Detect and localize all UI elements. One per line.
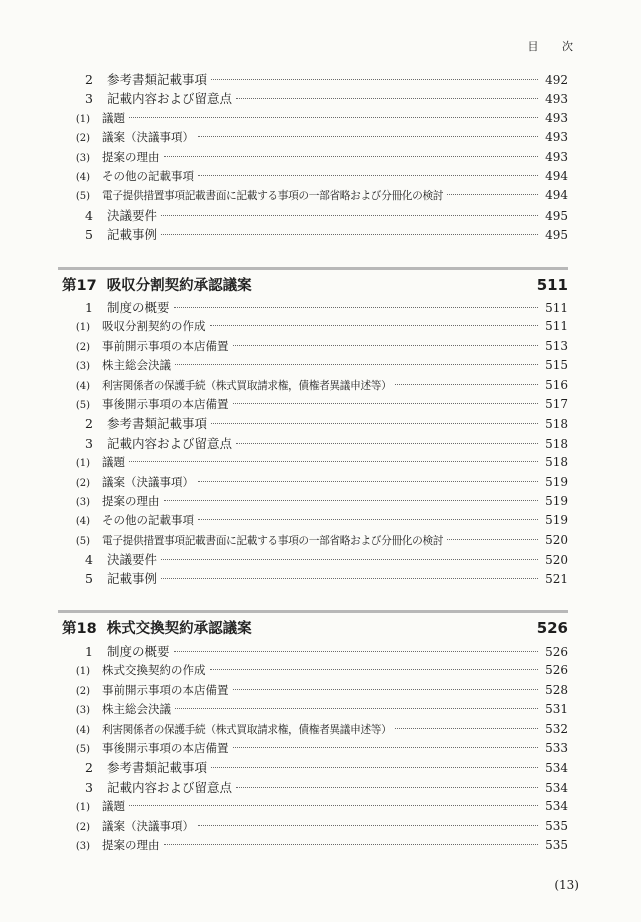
toc-entry-page: 526 <box>545 663 568 678</box>
toc-entry-label: 記載事例 <box>107 227 158 243</box>
toc-entry-number: (3) <box>75 496 90 508</box>
toc-entry-label: その他の記載事項 <box>102 168 194 183</box>
toc-entry-number: (4) <box>75 171 90 183</box>
toc-entry-label: 電子提供措置事項記載書面に記載する事項の一部省略および分冊化の検討 <box>102 189 444 203</box>
toc-entry-number: (5) <box>75 191 90 203</box>
toc-entry <box>60 128 568 147</box>
toc-entry-number: (2) <box>75 133 90 145</box>
toc-entry-page: 493 <box>545 110 568 125</box>
toc-entry <box>60 356 568 375</box>
toc-entry-label: 利害関係者の保護手続（株式買取請求権，債権者異議申述等） <box>102 722 392 736</box>
toc-entry-number: (1) <box>75 458 90 470</box>
toc-entry-page: 493 <box>545 92 568 107</box>
dot-leader <box>236 97 538 99</box>
toc-entry-number: 3 <box>85 779 93 795</box>
toc-entry-number: (1) <box>75 802 90 814</box>
toc-entry-label: 提案の理由 <box>102 149 160 164</box>
toc-entry-number: (2) <box>75 341 90 353</box>
toc-entry-page: 495 <box>545 208 568 223</box>
toc-entry-label: 決議要件 <box>107 207 158 223</box>
toc-entry-label: 事前開示事項の本店備置 <box>102 682 229 697</box>
toc-entry-page: 511 <box>545 301 568 315</box>
chapter-number: 第18 <box>62 621 97 637</box>
toc-entry <box>60 642 568 661</box>
toc-entry-number: (5) <box>75 535 90 547</box>
toc-entry <box>60 434 568 453</box>
dot-leader <box>161 233 538 235</box>
toc-entry-label: 事後開示事項の本店備置 <box>102 740 229 755</box>
toc-entry-page: 534 <box>545 799 568 814</box>
toc-entry-label: 決議要件 <box>107 552 158 568</box>
toc-entry-number: 1 <box>85 644 93 659</box>
toc-entry <box>60 317 568 336</box>
dot-leader <box>198 480 538 482</box>
toc-entry-label: 制度の概要 <box>107 300 170 315</box>
toc-entry-page: 519 <box>545 493 568 508</box>
chapter-title: 吸収分割契約承認議案 <box>106 278 252 294</box>
dot-leader <box>236 442 538 444</box>
toc-entry <box>60 720 568 739</box>
dot-leader <box>175 363 538 365</box>
toc-entry-page: 534 <box>545 761 568 776</box>
toc-entry-number: 2 <box>85 760 93 776</box>
toc-entry-page: 517 <box>545 396 568 411</box>
toc-entry-page: 494 <box>545 188 568 203</box>
toc-entry-label: 参考書類記載事項 <box>107 416 208 432</box>
toc-entry-page: 494 <box>545 168 568 183</box>
toc-entry <box>60 569 568 588</box>
toc-entry-label: 議案（決議事項） <box>102 130 194 145</box>
chapter-divider <box>58 610 568 613</box>
toc-entry-number: 3 <box>85 91 93 107</box>
page-folio: (13) <box>554 878 579 892</box>
toc-entry-number: (1) <box>75 113 90 125</box>
toc-entry-page: 521 <box>545 572 568 587</box>
dot-leader <box>236 786 538 788</box>
toc-entry <box>60 453 568 472</box>
dot-leader <box>233 344 539 346</box>
toc-entry-number: 1 <box>85 300 93 315</box>
toc-entry-number: (3) <box>75 361 90 373</box>
dot-leader <box>211 78 538 80</box>
toc-entry-page: 519 <box>545 513 568 528</box>
toc-entry-label: 参考書類記載事項 <box>107 760 208 776</box>
toc-chapter-18 <box>60 642 568 855</box>
toc-entry-label: 提案の理由 <box>102 493 160 508</box>
chapter-page: 526 <box>536 619 568 637</box>
toc-entry-page: 518 <box>545 417 568 432</box>
toc-entry-number: 5 <box>85 227 93 243</box>
dot-leader <box>161 577 538 579</box>
toc-entry-page: 520 <box>545 553 568 568</box>
toc-entry-number: (3) <box>75 840 90 852</box>
toc-entry-label: 議題 <box>102 455 125 470</box>
toc-entry <box>60 337 568 356</box>
toc-entry-label: 議案（決議事項） <box>102 474 194 489</box>
dot-leader <box>129 116 538 118</box>
chapter-title: 株式交換契約承認議案 <box>106 621 252 637</box>
toc-entry-label: 議題 <box>102 110 125 125</box>
dot-leader <box>198 135 538 137</box>
toc-entry <box>60 186 568 205</box>
toc-entry-page: 519 <box>545 474 568 489</box>
toc-entry <box>60 473 568 492</box>
toc-entry <box>60 550 568 569</box>
dot-leader <box>210 324 539 326</box>
toc-entry-page: 511 <box>545 319 568 334</box>
toc-entry <box>60 817 568 836</box>
toc-entry <box>60 778 568 797</box>
dot-leader <box>198 518 538 520</box>
dot-leader <box>211 422 538 424</box>
running-head: 目 次 <box>527 40 583 53</box>
toc-entry-page: 533 <box>545 740 568 755</box>
toc-entry-label: 参考書類記載事項 <box>107 72 208 87</box>
chapter-heading <box>62 274 568 295</box>
toc-entry <box>60 739 568 758</box>
chapter-page: 511 <box>536 276 568 294</box>
toc-entry-number: (5) <box>75 743 90 755</box>
toc-entry-label: 記載内容および留意点 <box>107 91 233 107</box>
toc-entry-page: 518 <box>545 455 568 470</box>
toc-entry <box>60 492 568 511</box>
toc-entry-page: 528 <box>545 682 568 697</box>
toc-entry-label: 吸収分割契約の作成 <box>102 319 206 334</box>
toc-entry-number: 4 <box>85 552 93 568</box>
toc-section-continued <box>60 70 568 245</box>
dot-leader <box>211 766 538 768</box>
dot-leader <box>164 155 539 157</box>
toc-entry-label: 株主総会決議 <box>102 702 171 717</box>
dot-leader <box>164 499 539 501</box>
dot-leader <box>210 668 539 670</box>
toc-entry-page: 495 <box>545 228 568 243</box>
toc-entry-page: 535 <box>545 818 568 833</box>
toc-entry <box>60 298 568 317</box>
dot-leader <box>395 383 538 385</box>
toc-entry-label: 制度の概要 <box>107 644 170 659</box>
toc-chapter-17 <box>60 298 568 589</box>
toc-entry <box>60 167 568 186</box>
toc-entry-page: 492 <box>545 73 568 87</box>
toc-entry-label: 株式交換契約の作成 <box>102 663 206 678</box>
dot-leader <box>174 306 538 308</box>
toc-entry-page: 516 <box>545 377 568 392</box>
dot-leader <box>233 746 539 748</box>
dot-leader <box>198 174 538 176</box>
toc-entry-label: 提案の理由 <box>102 837 160 852</box>
toc-entry-page: 526 <box>545 645 568 659</box>
toc-entry <box>60 148 568 167</box>
toc-entry <box>60 414 568 433</box>
toc-entry-page: 518 <box>545 436 568 451</box>
toc-entry-label: 議題 <box>102 799 125 814</box>
toc-entry-page: 532 <box>545 721 568 736</box>
toc-entry-label: 記載内容および留意点 <box>107 435 233 451</box>
dot-leader <box>129 804 538 806</box>
chapter-divider <box>58 267 568 270</box>
toc-entry-number: (1) <box>75 322 90 334</box>
toc-entry-number: (2) <box>75 821 90 833</box>
toc-entry-label: 利害関係者の保護手続（株式買取請求権，債権者異議申述等） <box>102 378 392 392</box>
toc-entry <box>60 395 568 414</box>
toc-entry <box>60 758 568 777</box>
toc-entry-label: 株主総会決議 <box>102 358 171 373</box>
chapter-heading <box>62 617 568 638</box>
toc-entry-label: 記載事例 <box>107 571 158 587</box>
dot-leader <box>164 843 539 845</box>
toc-entry-label: 電子提供措置事項記載書面に記載する事項の一部省略および分冊化の検討 <box>102 533 444 547</box>
dot-leader <box>447 193 538 195</box>
toc-entry-number: (1) <box>75 666 90 678</box>
toc-entry-page: 493 <box>545 130 568 145</box>
toc-entry <box>60 376 568 395</box>
toc-entry <box>60 700 568 719</box>
toc-entry-page: 520 <box>545 532 568 547</box>
toc-entry-number: (2) <box>75 477 90 489</box>
toc-entry <box>60 836 568 855</box>
toc-entry-number: 5 <box>85 571 93 587</box>
toc-entry-label: 事後開示事項の本店備置 <box>102 396 229 411</box>
toc-entry-page: 515 <box>545 358 568 373</box>
toc-entry <box>60 661 568 680</box>
toc-entry-number: (3) <box>75 705 90 717</box>
chapter-number: 第17 <box>62 278 97 294</box>
toc-entry-label: その他の記載事項 <box>102 513 194 528</box>
toc-entry-page: 535 <box>545 837 568 852</box>
toc-entry-number: 3 <box>85 435 93 451</box>
toc-entry-number: (5) <box>75 399 90 411</box>
toc-entry-label: 事前開示事項の本店備置 <box>102 338 229 353</box>
toc-entry-number: 2 <box>85 72 93 87</box>
toc-entry-number: (2) <box>75 685 90 697</box>
toc-entry <box>60 797 568 816</box>
dot-leader <box>161 214 538 216</box>
dot-leader <box>233 688 539 690</box>
toc-entry <box>60 681 568 700</box>
toc-entry <box>60 109 568 128</box>
toc-entry-number: 2 <box>85 416 93 432</box>
toc-entry <box>60 89 568 108</box>
toc-entry-page: 513 <box>545 338 568 353</box>
dot-leader <box>129 460 538 462</box>
toc-entry-number: (4) <box>75 724 90 736</box>
toc-entry <box>60 206 568 225</box>
toc-entry <box>60 531 568 550</box>
dot-leader <box>447 538 538 540</box>
toc-entry <box>60 511 568 530</box>
toc-entry-label: 議案（決議事項） <box>102 818 194 833</box>
dot-leader <box>198 824 538 826</box>
dot-leader <box>175 707 538 709</box>
dot-leader <box>161 558 538 560</box>
dot-leader <box>174 650 538 652</box>
toc-entry <box>60 225 568 244</box>
dot-leader <box>395 727 538 729</box>
toc-entry-number: (3) <box>75 152 90 164</box>
toc-entry-number: (4) <box>75 380 90 392</box>
toc-entry <box>60 70 568 89</box>
toc-entry-number: (4) <box>75 516 90 528</box>
toc-entry-page: 493 <box>545 149 568 164</box>
toc-entry-label: 記載内容および留意点 <box>107 779 233 795</box>
toc-entry-page: 534 <box>545 780 568 795</box>
toc-entry-page: 531 <box>545 702 568 717</box>
dot-leader <box>233 402 539 404</box>
toc-entry-number: 4 <box>85 207 93 223</box>
